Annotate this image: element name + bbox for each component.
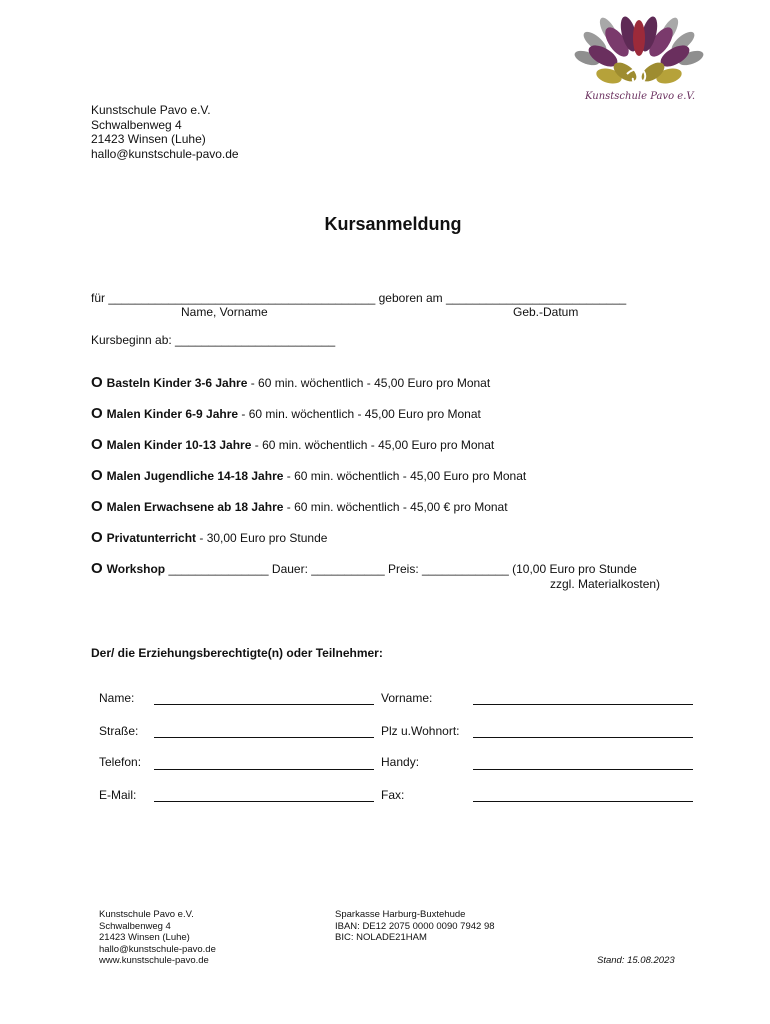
street-field[interactable] (154, 737, 374, 738)
course-name: Privatunterricht (106, 530, 197, 545)
mobile-field-label: Handy: (381, 755, 420, 769)
plz-field-label: Plz u.Wohnort: (381, 724, 460, 738)
course-name: Malen Kinder 6-9 Jahre (106, 406, 239, 421)
address-street: Schwalbenweg 4 (91, 117, 182, 132)
email-field-label: E-Mail: (99, 788, 137, 802)
plz-field[interactable] (473, 737, 693, 738)
course-name: Malen Kinder 10-13 Jahre (106, 437, 252, 452)
section-title: Der/ die Erziehungsberechtigte(n) oder Teilnehmer: (91, 646, 383, 660)
course-name: Malen Erwachsene ab 18 Jahre (106, 499, 284, 514)
checkbox-circle-icon[interactable]: O (91, 374, 103, 391)
mobile-field[interactable] (473, 769, 693, 770)
checkbox-circle-icon[interactable]: O (91, 529, 103, 546)
course-details: _______________ Dauer: ___________ Preis: _____________ (10,00 Euro pro Stunde (165, 561, 637, 576)
course-details: - 60 min. wöchentlich - 45,00 Euro pro Monat (251, 437, 495, 452)
address-city: 21423 Winsen (Luhe) (91, 132, 206, 146)
course-option-workshop[interactable] (91, 561, 637, 576)
workshop-note: zzgl. Materialkosten) (550, 577, 661, 591)
course-details: - 60 min. wöchentlich - 45,00 Euro pro Monat (247, 375, 491, 390)
checkbox-circle-icon[interactable]: O (91, 405, 103, 422)
address-email: hallo@kunstschule-pavo.de (91, 146, 239, 161)
fax-field-label: Fax: (381, 788, 405, 802)
checkbox-circle-icon[interactable]: O (91, 498, 103, 515)
course-details: - 60 min. wöchentlich - 45,00 Euro pro Monat (283, 468, 527, 483)
footer-line: hallo@kunstschule-pavo.de (99, 943, 216, 955)
logo-text: Kunstschule Pavo e.V. (585, 91, 696, 102)
phone-field[interactable] (154, 769, 374, 770)
course-details: - 60 min. wöchentlich - 45,00 € pro Monat (283, 499, 508, 514)
course-option[interactable] (91, 437, 494, 452)
street-field-label: Straße: (99, 724, 139, 738)
footer-line: Schwalbenweg 4 (99, 920, 171, 932)
course-name: Basteln Kinder 3-6 Jahre (106, 375, 248, 390)
footer-line: Kunstschule Pavo e.V. (99, 909, 194, 920)
course-details: - 60 min. wöchentlich - 45,00 Euro pro Monat (238, 406, 481, 421)
dob-label: Geb.-Datum (513, 305, 579, 319)
course-option[interactable] (91, 375, 490, 390)
course-option[interactable] (91, 406, 481, 421)
course-option[interactable] (91, 499, 508, 514)
name-birthdate-line[interactable]: für ________________________________________ geboren am ___________________________ (91, 291, 627, 305)
logo-petal (633, 20, 645, 56)
course-name: Malen Jugendliche 14-18 Jahre (106, 468, 284, 483)
vorname-field-label: Vorname: (381, 691, 433, 705)
footer-line: www.kunstschule-pavo.de (99, 955, 209, 966)
page-title: Kursanmeldung (324, 214, 462, 234)
footer-line: IBAN: DE12 2075 0000 0090 7942 98 (335, 920, 495, 932)
vorname-field[interactable] (473, 704, 693, 705)
phone-field-label: Telefon: (99, 755, 142, 769)
name-label: Name, Vorname (181, 305, 268, 319)
footer-line: Sparkasse Harburg-Buxtehude (335, 909, 466, 920)
fax-field[interactable] (473, 801, 693, 802)
checkbox-circle-icon[interactable]: O (91, 467, 103, 484)
checkbox-circle-icon[interactable]: O (91, 560, 103, 577)
checkbox-circle-icon[interactable]: O (91, 436, 103, 453)
course-option[interactable] (91, 530, 327, 545)
course-details: - 30,00 Euro pro Stunde (196, 530, 328, 545)
course-name: Workshop (106, 561, 166, 576)
course-start-line[interactable]: Kursbeginn ab: ________________________ (91, 333, 336, 347)
footer-address (99, 909, 216, 967)
footer-line: 21423 Winsen (Luhe) (99, 932, 190, 943)
sender-address (91, 103, 239, 161)
address-name: Kunstschule Pavo e.V. (91, 103, 211, 117)
name-field-label: Name: (99, 691, 135, 705)
course-option[interactable] (91, 468, 526, 483)
footer-stand-date: Stand: 15.08.2023 (597, 955, 675, 966)
footer-line: BIC: NOLADE21HAM (335, 932, 427, 943)
name-field[interactable] (154, 704, 374, 705)
email-field[interactable] (154, 801, 374, 802)
footer-bank (335, 909, 495, 944)
